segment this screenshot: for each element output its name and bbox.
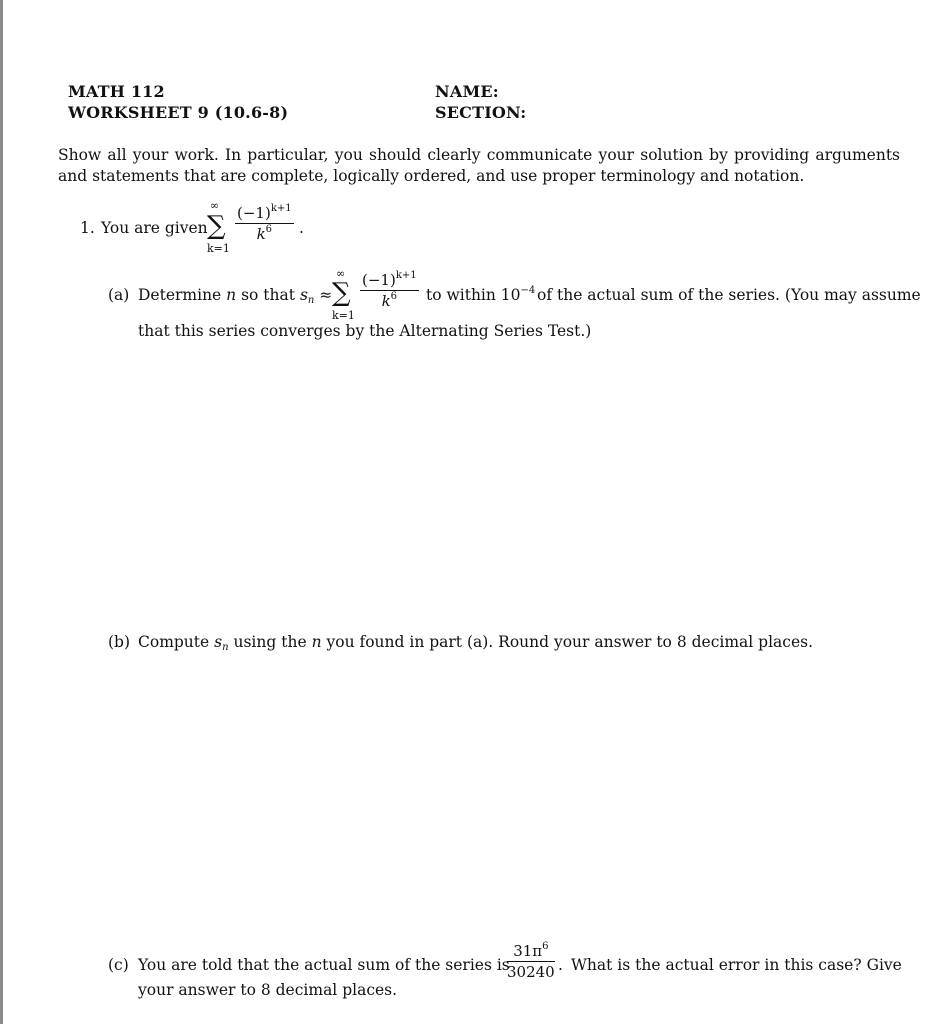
section-label: SECTION:	[435, 103, 527, 122]
problem-1-period: .	[299, 219, 304, 237]
problem-1-number: 1.	[80, 219, 95, 237]
part-c-line-1: You are told that the actual sum of the series is	[138, 956, 510, 974]
part-a-line-1: Determine n so that $s_n$ ≈	[138, 286, 333, 306]
part-b-label: (b)	[108, 633, 131, 651]
part-a-tolerance: to within $10^{-4}$	[426, 285, 536, 304]
part-b-text: Compute $s_n$ using the n you found in part (a). Round your answer to 8 decimal places.	[138, 633, 814, 653]
actual-sum-fraction	[507, 942, 555, 981]
course-title: MATH 112	[68, 82, 165, 101]
part-a-label: (a)	[108, 286, 130, 304]
term-numerator: $(-1)^{k+1}$	[237, 203, 292, 222]
part-c-label: (c)	[108, 956, 129, 974]
part-a-summation-sign: ∑	[332, 278, 351, 308]
part-a-term-fraction	[360, 271, 419, 310]
page-left-border	[0, 0, 3, 1024]
part-a-line-1-end: of the actual sum of the series. (You may assume	[537, 286, 921, 304]
sum-upper-limit: ∞	[210, 199, 220, 212]
term-denominator: $k^6$	[256, 224, 273, 243]
actual-sum-numerator: $31\pi^6$	[507, 942, 555, 962]
part-c-line-2: your answer to 8 decimal places.	[138, 981, 398, 999]
sum-lower-limit: k=1	[207, 242, 230, 255]
problem-1-given-text: You are given	[101, 219, 208, 237]
series-term-fraction	[235, 204, 294, 243]
summation-sign: ∑	[207, 211, 226, 241]
part-a-term-numerator: $(-1)^{k+1}$	[362, 270, 417, 289]
part-a-term-denominator: $k^6$	[381, 291, 398, 310]
worksheet-title: WORKSHEET 9 (10.6-8)	[68, 103, 289, 122]
instructions: Show all your work. In particular, you should clearly communicate your solution by providing arguments and statements that are complete, logically ordered, and use proper terminology and notation.	[58, 146, 900, 185]
part-a-line-2: that this series converges by the Alternating Series Test.)	[138, 322, 592, 340]
part-a-sum-upper: ∞	[336, 267, 346, 280]
part-a-sum-lower: k=1	[332, 309, 355, 322]
part-c-line-1-end: What is the actual error in this case? Give	[571, 956, 902, 974]
actual-sum-denominator: 30240	[507, 963, 555, 981]
part-c-period: .	[558, 956, 563, 974]
name-label: NAME:	[435, 82, 499, 101]
